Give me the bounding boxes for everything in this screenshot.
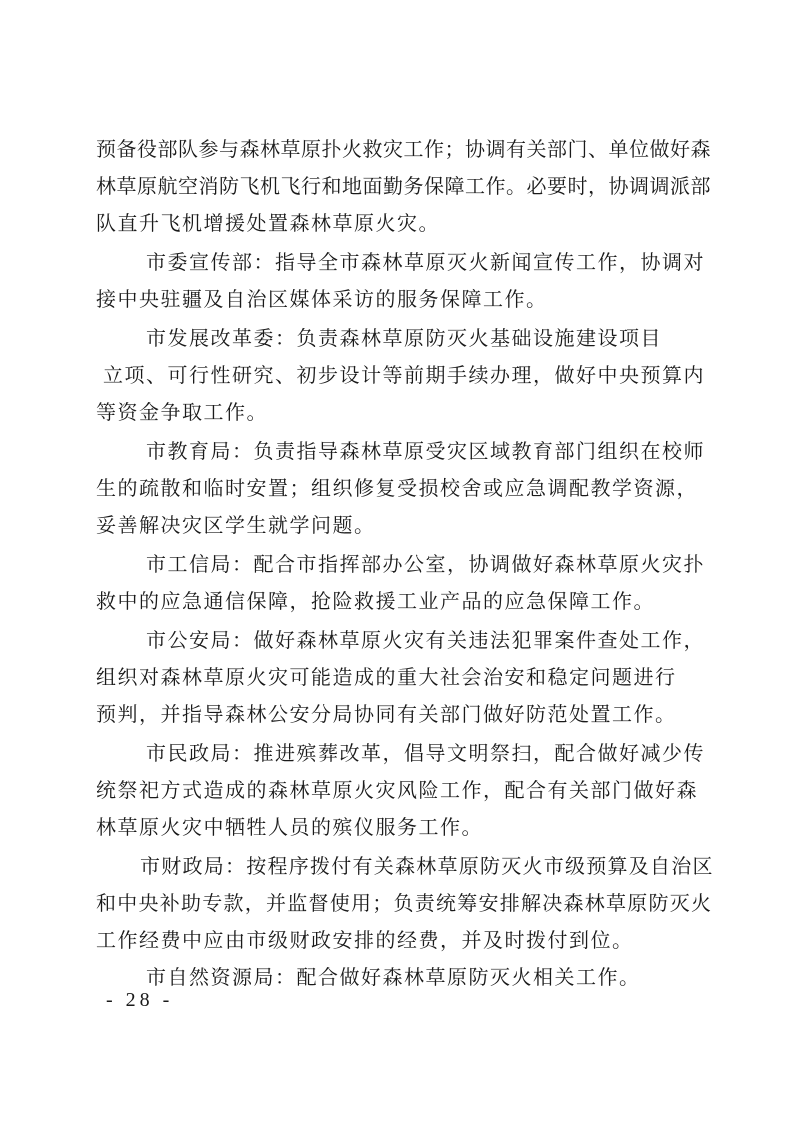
text-line: 妥善解决灾区学生就学问题。 [96,513,376,537]
text-line: 等资金争取工作。 [96,400,268,424]
text-line: 救中的应急通信保障，抢险救援工业产品的应急保障工作。 [96,589,655,613]
text-line: 林草原航空消防飞机飞行和地面勤务保障工作。必要时，协调调派部 [96,174,711,198]
text-line: 市发展改革委：负责森林草原防灭火基础设施建设项目 [146,326,662,350]
text-line: 市教育局：负责指导森林草原受灾区域教育部门组织在校师 [146,439,705,463]
text-line: 林草原火灾中牺牲人员的殡仪服务工作。 [96,815,483,839]
text-line: 和中央补助专款，并监督使用；负责统筹安排解决森林草原防灭火 [96,891,713,915]
text-line: 市工信局：配合市指挥部办公室，协调做好森林草原火灾扑 [146,552,705,576]
text-line: 队直升飞机增援处置森林草原火灾。 [96,211,440,235]
text-line: 市财政局：按程序拨付有关森林草原防灭火市级预算及自治区 [140,854,714,878]
text-line: 工作经费中应由市级财政安排的经费，并及时拨付到位。 [96,928,634,952]
text-line: 接中央驻疆及自治区媒体采访的服务保障工作。 [96,287,548,311]
text-line: 预备役部队参与森林草原扑火救灾工作；协调有关部门、单位做好森 [96,137,711,161]
text-line: 市公安局：做好森林草原火灾有关违法犯罪案件查处工作， [146,628,705,652]
text-line: 市自然资源局：配合做好森林草原防灭火相关工作。 [146,965,641,989]
text-line: 生的疏散和临时安置；组织修复受损校舍或应急调配教学资源， [96,476,698,500]
text-line: 市委宣传部：指导全市森林草原灭火新闻宣传工作，协调对 [146,250,705,274]
page-number: - 28 - [106,989,174,1011]
text-line: 组织对森林草原火灾可能造成的重大社会治安和稳定问题进行 [96,665,677,689]
text-line: 预判，并指导森林公安分局协同有关部门做好防范处置工作。 [96,702,677,726]
text-line: 市民政局：推进殡葬改革，倡导文明祭扫，配合做好减少传 [146,741,705,765]
text-line: 立项、可行性研究、初步设计等前期手续办理，做好中央预算内 [103,363,705,387]
text-line: 统祭祀方式造成的森林草原火灾风险工作，配合有关部门做好森 [96,778,698,802]
